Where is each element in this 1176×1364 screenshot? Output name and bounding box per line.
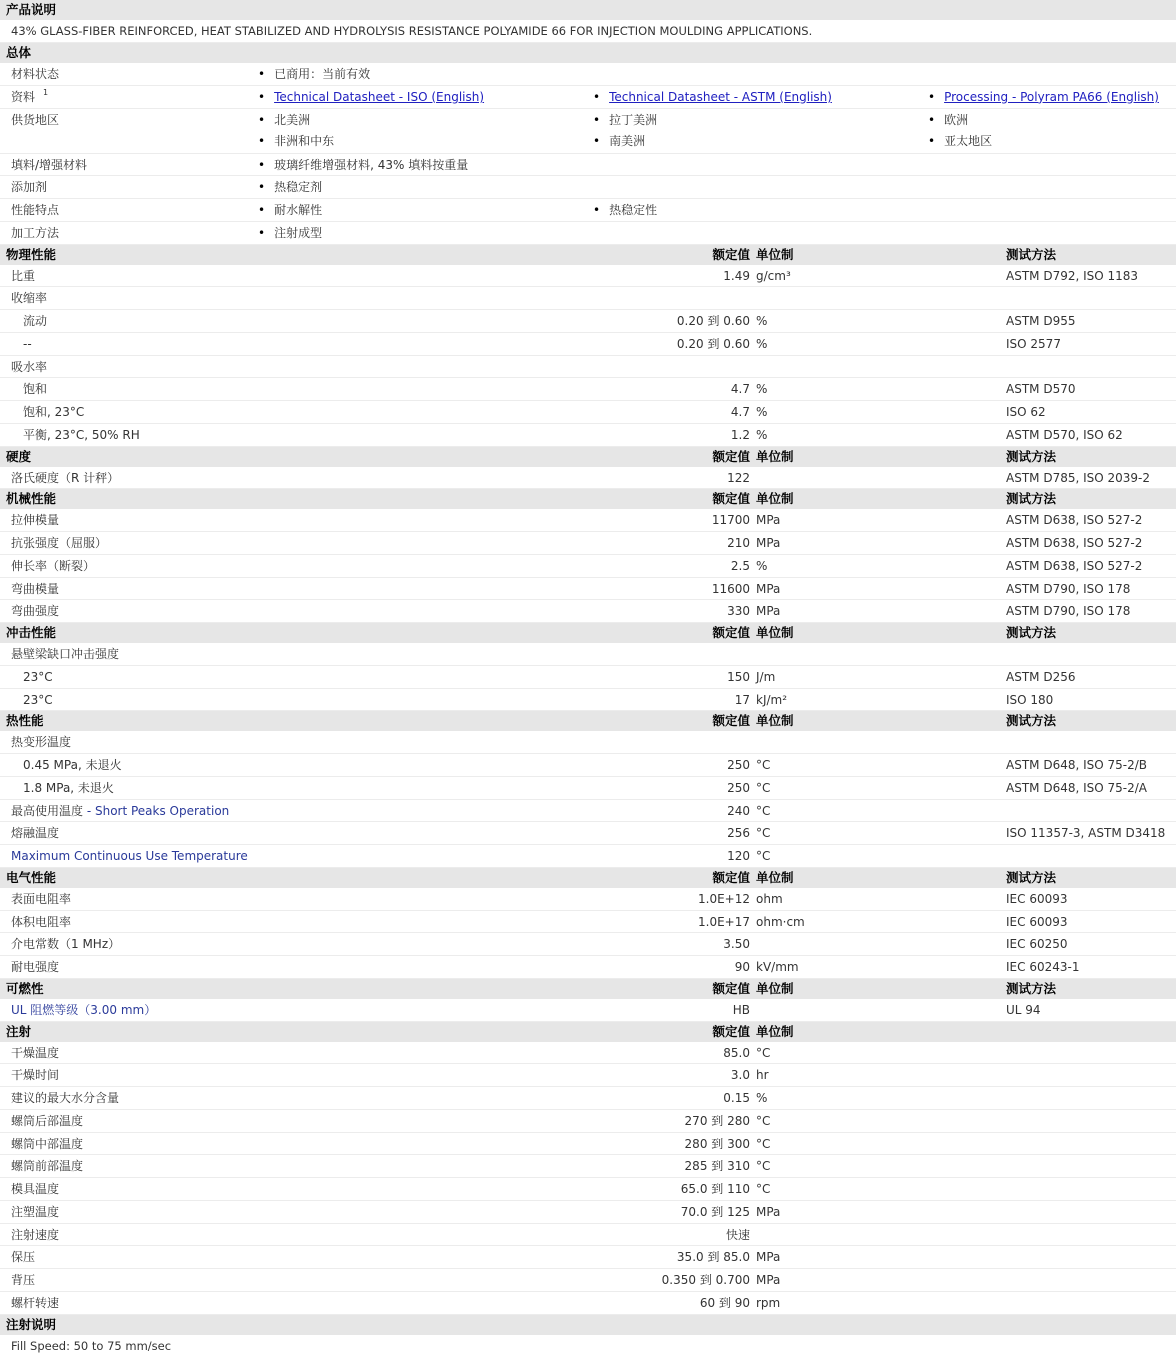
section-title: 产品说明	[6, 2, 57, 17]
property-label-text: 热变形温度	[11, 735, 72, 750]
property-label-text: 1.8 MPa, 未退火	[23, 780, 114, 795]
property-label	[11, 956, 59, 979]
property-value: 60 到 90	[699, 1295, 750, 1310]
property-row	[0, 956, 1176, 979]
property-method: ISO 180	[1006, 692, 1054, 707]
property-method: ASTM D792, ISO 1183	[1006, 268, 1139, 283]
property-label-suffix: - Short Peaks Operation	[83, 803, 230, 818]
property-label	[11, 1246, 35, 1269]
property-label	[11, 509, 59, 532]
header-method: 测试方法	[1006, 491, 1057, 507]
property-unit: %	[756, 314, 768, 328]
overview-label: 性能特点	[11, 203, 60, 217]
property-unit: %	[756, 1091, 768, 1105]
property-label-text: 伸长率（断裂）	[11, 558, 96, 573]
property-value: 150	[727, 669, 750, 684]
property-row	[0, 689, 1176, 712]
property-value: 11700	[711, 513, 750, 528]
property-value: 4.7	[730, 382, 750, 397]
property-row	[0, 1155, 1176, 1178]
property-label	[11, 643, 119, 666]
property-value: 285 到 310	[684, 1159, 750, 1174]
property-value: 0.20 到 0.60	[676, 336, 750, 351]
property-label-text: 比重	[11, 268, 36, 283]
property-label	[11, 999, 156, 1022]
property-method: ASTM D570, ISO 62	[1006, 427, 1123, 442]
property-unit: MPa	[756, 581, 781, 596]
overview-row-regions	[0, 109, 1176, 154]
property-label	[11, 1110, 83, 1133]
property-label-text: 吸水率	[11, 359, 48, 374]
header-nominal: 额定值	[712, 713, 750, 729]
section-header	[0, 245, 1176, 265]
property-value: 0.350 到 0.700	[661, 1273, 750, 1287]
property-row	[0, 933, 1176, 956]
region-item: • 拉丁美洲	[593, 109, 657, 132]
property-method: ASTM D256	[1006, 669, 1076, 684]
property-label	[11, 1155, 83, 1178]
property-unit: °C	[756, 826, 771, 841]
property-row	[0, 845, 1176, 868]
injection-notes-text: Fill Speed: 50 to 75 mm/sec	[11, 1338, 172, 1353]
property-row	[0, 888, 1176, 911]
doc-link-item	[258, 86, 484, 109]
property-label	[11, 578, 59, 601]
property-unit: MPa	[756, 1250, 781, 1265]
property-label	[11, 555, 95, 578]
property-unit: %	[756, 427, 768, 442]
property-label-text: 熔融温度	[11, 826, 60, 841]
property-row	[0, 467, 1176, 490]
property-row	[0, 265, 1176, 288]
property-label-text: 注塑温度	[11, 1204, 60, 1219]
property-row	[0, 911, 1176, 934]
property-value: HB	[732, 1002, 750, 1017]
property-value: 85.0	[723, 1045, 750, 1060]
property-label-text: 最高使用温度	[11, 803, 84, 818]
section-title: 电气性能	[6, 869, 57, 885]
property-row	[0, 287, 1176, 310]
property-label-text: 拉伸模量	[11, 513, 60, 528]
property-unit: MPa	[756, 1204, 781, 1219]
property-label	[11, 845, 248, 868]
property-label-text: 饱和, 23°C	[23, 405, 85, 419]
property-label-text: 螺筒前部温度	[11, 1159, 84, 1174]
property-method: ISO 2577	[1006, 336, 1061, 351]
property-unit: %	[756, 382, 768, 397]
property-label	[11, 1224, 59, 1247]
property-label-text: 0.45 MPa, 未退火	[23, 758, 122, 772]
property-value: 17	[734, 692, 750, 707]
property-row	[0, 800, 1176, 823]
property-unit: °C	[756, 1136, 771, 1151]
property-value: 270 到 280	[684, 1113, 750, 1128]
property-label	[23, 754, 122, 777]
property-label-text: UL 阻燃等级（3.00 mm）	[11, 1002, 157, 1017]
property-value: 11600	[711, 581, 750, 596]
doc-link-item	[928, 86, 1159, 109]
overview-value: • 热稳定剂	[258, 176, 322, 199]
property-value: 0.15	[723, 1091, 750, 1105]
property-value: 250	[727, 780, 750, 795]
header-method: 测试方法	[1006, 869, 1057, 885]
property-row	[0, 1178, 1176, 1201]
property-label	[11, 1201, 59, 1224]
property-unit: MPa	[756, 604, 781, 619]
property-value: 120	[727, 849, 750, 863]
region-item: • 非洲和中东	[258, 130, 334, 153]
overview-label: 供货地区	[11, 112, 60, 127]
property-label-text: 螺筒后部温度	[11, 1113, 84, 1128]
property-method: ASTM D638, ISO 527-2	[1006, 513, 1143, 528]
overview-label: 资料	[11, 89, 36, 104]
property-method: IEC 60243-1	[1006, 960, 1080, 974]
property-label	[11, 822, 59, 845]
property-label	[11, 800, 229, 823]
property-value: 4.7	[730, 405, 750, 419]
header-nominal: 额定值	[712, 491, 750, 507]
property-row	[0, 1133, 1176, 1156]
property-method: ASTM D648, ISO 75-2/B	[1006, 758, 1148, 772]
property-row	[0, 777, 1176, 800]
header-unit: 单位制	[756, 980, 794, 996]
property-unit: kJ/m²	[756, 692, 788, 707]
property-row	[0, 1042, 1176, 1065]
property-value: 122	[727, 470, 750, 485]
property-label-text: 注射速度	[11, 1227, 60, 1242]
property-label-text: 介电常数（1 MHz）	[11, 937, 121, 952]
overview-label: 加工方法	[11, 225, 60, 240]
property-value: 250	[727, 758, 750, 772]
section-title: 物理性能	[6, 246, 57, 262]
property-row	[0, 424, 1176, 447]
property-unit: J/m	[756, 669, 776, 684]
property-value: 1.2	[730, 427, 750, 442]
property-row	[0, 731, 1176, 754]
overview-row-features	[0, 199, 1176, 222]
property-label	[23, 401, 84, 424]
property-row	[0, 1087, 1176, 1110]
property-label-text: --	[23, 336, 32, 351]
section-title: 总体	[6, 45, 32, 60]
property-unit: ohm	[756, 891, 783, 906]
overview-label: 添加剂	[11, 180, 48, 195]
property-method: ASTM D955	[1006, 314, 1076, 328]
property-label	[11, 1087, 119, 1110]
section-header-product-desc	[0, 0, 1176, 20]
property-label-text: 23°C	[23, 669, 53, 684]
property-row	[0, 356, 1176, 379]
property-label	[23, 424, 140, 447]
property-label-text: 抗张强度（屈服）	[11, 536, 108, 550]
property-label	[11, 467, 119, 490]
property-label	[23, 777, 114, 800]
section-title: 注射说明	[6, 1316, 57, 1332]
section-header	[0, 868, 1176, 888]
property-unit: °C	[756, 758, 771, 772]
property-label-text: 流动	[23, 314, 48, 328]
property-label-text: 体积电阻率	[11, 914, 72, 929]
property-label	[11, 1042, 59, 1065]
section-header	[0, 447, 1176, 467]
property-row	[0, 999, 1176, 1022]
property-label	[11, 287, 47, 310]
doc-link[interactable]: Processing - Polyram PA66 (English)	[944, 89, 1159, 104]
property-value: 65.0 到 110	[680, 1182, 750, 1196]
overview-value: • 已商用：当前有效	[258, 63, 370, 86]
header-method: 测试方法	[1006, 625, 1057, 640]
header-method: 测试方法	[1006, 980, 1057, 996]
property-value: 1.0E+12	[698, 891, 750, 906]
region-item: • 北美洲	[258, 109, 310, 132]
property-row	[0, 578, 1176, 601]
section-header	[0, 489, 1176, 509]
section-header	[0, 623, 1176, 643]
property-label	[11, 731, 71, 754]
property-value: 256	[727, 826, 750, 841]
section-title: 热性能	[6, 713, 44, 729]
property-label-text: 干燥温度	[11, 1045, 60, 1060]
overview-label: 材料状态	[11, 67, 60, 81]
property-value: 210	[727, 536, 750, 550]
property-label-text: 背压	[11, 1273, 36, 1287]
property-label-text: 耐电强度	[11, 960, 60, 974]
property-unit: rpm	[756, 1295, 781, 1310]
property-label-text: 保压	[11, 1250, 36, 1265]
property-row	[0, 333, 1176, 356]
property-label-text: 弯曲模量	[11, 581, 60, 596]
property-row	[0, 754, 1176, 777]
property-label-text: 建议的最大水分含量	[11, 1091, 120, 1105]
property-row	[0, 643, 1176, 666]
property-method: ISO 62	[1006, 405, 1046, 419]
property-unit: ohm·cm	[756, 914, 805, 929]
overview-label: 填料/增强材料	[11, 157, 88, 172]
property-method: IEC 60093	[1006, 914, 1068, 929]
region-item: • 亚太地区	[928, 130, 992, 153]
section-title: 冲击性能	[6, 625, 57, 640]
property-unit: %	[756, 405, 768, 419]
property-method: ASTM D785, ISO 2039-2	[1006, 470, 1151, 485]
property-label	[11, 888, 71, 911]
property-unit: °C	[756, 849, 771, 863]
property-row	[0, 401, 1176, 424]
feature-item: • 耐水解性	[258, 199, 322, 222]
doc-link-item	[593, 86, 832, 109]
property-unit: %	[756, 336, 768, 351]
property-method: ASTM D790, ISO 178	[1006, 581, 1131, 596]
feature-item: • 热稳定性	[593, 199, 657, 222]
property-method: ASTM D638, ISO 527-2	[1006, 558, 1143, 573]
property-method: ASTM D570	[1006, 382, 1076, 397]
property-method: ASTM D648, ISO 75-2/A	[1006, 780, 1147, 795]
property-value: 3.50	[723, 937, 750, 952]
property-label	[11, 356, 47, 379]
property-label-text: 平衡, 23°C, 50% RH	[23, 427, 140, 442]
doc-link[interactable]: Technical Datasheet - ISO (English)	[274, 89, 485, 104]
region-item: • 南美洲	[593, 130, 645, 153]
property-value: 1.49	[723, 268, 750, 283]
property-value: 1.0E+17	[698, 914, 750, 929]
property-label	[11, 933, 120, 956]
property-row	[0, 1110, 1176, 1133]
property-label-text: 饱和	[23, 382, 48, 397]
property-row	[0, 310, 1176, 333]
section-header	[0, 979, 1176, 999]
section-title: 可燃性	[6, 980, 44, 996]
header-method: 测试方法	[1006, 713, 1057, 729]
property-unit: %	[756, 558, 768, 573]
property-row	[0, 509, 1176, 532]
property-label-text: 弯曲强度	[11, 604, 60, 619]
property-label-text: 23°C	[23, 692, 53, 707]
property-value: 2.5	[730, 558, 750, 573]
property-value: 330	[727, 604, 750, 619]
property-label	[11, 1064, 59, 1087]
overview-row-additive	[0, 176, 1176, 199]
property-unit: MPa	[756, 1273, 781, 1287]
property-label-text: 洛氏硬度（R 计秤）	[11, 470, 120, 485]
property-label	[23, 666, 53, 689]
property-row	[0, 555, 1176, 578]
property-row	[0, 666, 1176, 689]
overview-row-material_status	[0, 63, 1176, 86]
property-label-text: 螺杆转速	[11, 1295, 60, 1310]
overview-row-filler	[0, 154, 1176, 177]
header-unit: 单位制	[756, 491, 794, 507]
property-method: IEC 60250	[1006, 937, 1068, 952]
footnote-marker: 1	[43, 87, 49, 97]
property-method: ISO 11357-3, ASTM D3418	[1006, 826, 1166, 841]
header-nominal: 额定值	[712, 246, 750, 262]
property-label-text: 干燥时间	[11, 1068, 60, 1083]
property-label	[11, 911, 71, 934]
property-unit: MPa	[756, 513, 781, 528]
property-unit: MPa	[756, 536, 781, 550]
header-nominal: 额定值	[712, 869, 750, 885]
property-label	[11, 1178, 59, 1201]
property-unit: °C	[756, 1159, 771, 1174]
property-label-text: 螺筒中部温度	[11, 1136, 84, 1151]
property-unit: °C	[756, 1182, 771, 1196]
property-value: 35.0 到 85.0	[676, 1250, 750, 1265]
header-unit: 单位制	[756, 1023, 794, 1039]
property-row	[0, 378, 1176, 401]
property-label	[11, 1292, 59, 1315]
property-unit: °C	[756, 1113, 771, 1128]
property-value: 3.0	[730, 1068, 750, 1083]
property-row	[0, 822, 1176, 845]
section-title: 机械性能	[6, 491, 57, 507]
header-unit: 单位制	[756, 625, 794, 640]
property-label-text: Maximum Continuous Use Temperature	[11, 849, 248, 863]
property-value: 240	[727, 803, 750, 818]
header-method: 测试方法	[1006, 246, 1057, 262]
property-row	[0, 1269, 1176, 1292]
property-label	[11, 265, 35, 288]
property-label	[23, 378, 47, 401]
section-header-overview	[0, 43, 1176, 63]
property-label	[11, 1269, 35, 1292]
header-method: 测试方法	[1006, 448, 1057, 464]
property-row	[0, 532, 1176, 555]
header-nominal: 额定值	[712, 1023, 750, 1039]
property-value: 快速	[725, 1227, 750, 1242]
header-nominal: 额定值	[712, 625, 750, 640]
property-value: 70.0 到 125	[680, 1204, 750, 1219]
header-unit: 单位制	[756, 448, 794, 464]
property-row	[0, 1064, 1176, 1087]
product-description: 43% GLASS-FIBER REINFORCED, HEAT STABILIZED AND HYDROLYSIS RESISTANCE POLYAMIDE 66 FOR INJECTION MOULDING APPLICATIONS.	[0, 20, 1176, 43]
property-label	[23, 333, 32, 356]
section-title: 注射	[6, 1023, 32, 1039]
property-row	[0, 1246, 1176, 1269]
property-value: 90	[734, 960, 750, 974]
overview-row-processing	[0, 222, 1176, 245]
overview-row-docs	[0, 86, 1176, 109]
property-label	[11, 532, 107, 555]
property-unit: kV/mm	[756, 960, 799, 974]
property-label-text: 表面电阻率	[11, 891, 72, 906]
property-method: ASTM D638, ISO 527-2	[1006, 536, 1143, 550]
property-value: 280 到 300	[684, 1136, 750, 1151]
property-label-text: 悬壁梁缺口冲击强度	[11, 647, 120, 661]
property-method: IEC 60093	[1006, 891, 1068, 906]
property-label	[23, 689, 53, 712]
property-label-text: 收缩率	[11, 291, 48, 306]
section-header	[0, 1022, 1176, 1042]
property-unit: hr	[756, 1068, 769, 1083]
property-method: ASTM D790, ISO 178	[1006, 604, 1131, 619]
property-value: 0.20 到 0.60	[676, 314, 750, 328]
property-row	[0, 1224, 1176, 1247]
doc-link[interactable]: Technical Datasheet - ASTM (English)	[609, 89, 832, 104]
property-label-text: 模具温度	[11, 1182, 60, 1196]
property-unit: °C	[756, 803, 771, 818]
header-unit: 单位制	[756, 869, 794, 885]
section-header-injection-notes	[0, 1315, 1176, 1335]
property-label	[11, 1133, 83, 1156]
property-method: UL 94	[1006, 1002, 1041, 1017]
header-unit: 单位制	[756, 713, 794, 729]
property-unit: °C	[756, 780, 771, 795]
section-title: 硬度	[6, 448, 32, 464]
property-unit: °C	[756, 1045, 771, 1060]
property-row	[0, 1201, 1176, 1224]
property-row	[0, 600, 1176, 623]
property-row	[0, 1292, 1176, 1315]
property-unit: g/cm³	[756, 268, 791, 283]
header-unit: 单位制	[756, 246, 794, 262]
section-header	[0, 711, 1176, 731]
header-nominal: 额定值	[712, 448, 750, 464]
overview-value: • 玻璃纤维增强材料, 43% 填料按重量	[258, 154, 468, 177]
header-nominal: 额定值	[712, 980, 750, 996]
overview-value: • 注射成型	[258, 222, 322, 245]
region-item: • 欧洲	[928, 109, 968, 132]
property-label	[23, 310, 47, 333]
property-label	[11, 600, 59, 623]
